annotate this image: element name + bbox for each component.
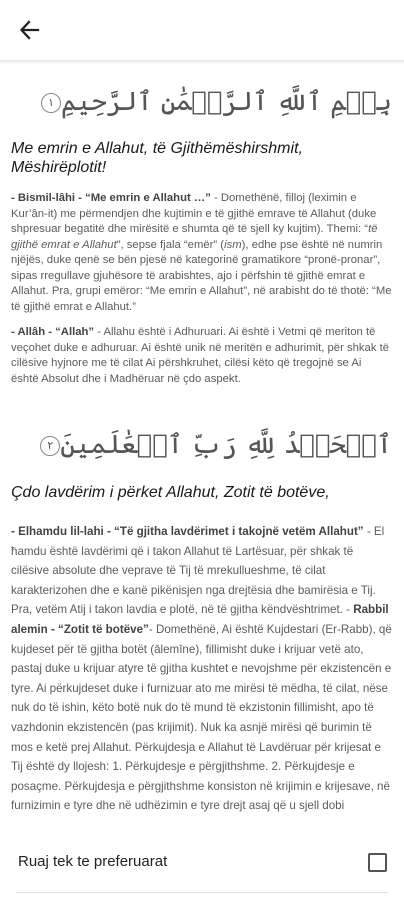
explanation-text: - Allahu është i Adhuruari. Ai është i Vetmi që meriton të veçohet duke e adhuruar. Ai është unik në meritën e adhurimit, për shkak të cilësive hyjnore me të cilat Ai përshkruhet, cilësi këto që tregojnë se Ai është Absolut dhe i Madhëruar në çdo aspekt. [11,326,390,385]
verse-translation: Çdo lavdërim i përket Allahut, Zotit të botëve, [11,484,330,501]
verse-explanation [11,522,392,816]
explanation-text: - El ħamdu është lavdërimi që i takon Allahut të Lartësuar, për shkak të cilësive absolute dhe veprave të Tij të mrekullueshme, të cilat karakterizohen dhe e kanë pikënisjen nga drejtësia dhe bamirësia e Tij. Pra, vetëm Atij i takon lavdia e plotë, në të gjitha këndvështrimet. - [11,525,385,617]
arabic-verse-text: بِسۡمِ ٱللَّهِ ٱلرَّحۡمَٰنِ ٱلرَّحِيمِ [61,87,392,117]
arabic-verse [11,82,392,122]
footer-divider [16,892,388,893]
favorites-bar [0,828,404,900]
tafsir-scroll-view[interactable] [0,64,404,828]
verse-explanation [11,191,392,315]
explanation-text: - Allâh - “Allah” [11,326,98,338]
explanation-text: - Domethënë, Ai është Kujdestari (Er-Rabb), që kujdeset për të gjitha botët (ālemīne), fillimisht duke i krijuar vetë ato, pastaj duke u krijuar atyre të gjitha kushtet e nevojshme për ekzistencën e tyre. Ai përkujdeset duke i furnizuar ato me mirësi të mëdha, të cilat, nëse nuk do të ishin, këto botë nuk do të mund të ekzistonin fillimisht, apo të vazhdonin ekzistencën (pas krijimit). Nuk ka asnjë mirësi që burimin të mos e ketë prej Allahut. Përkujdesja e Allahut të Lavdëruar për krijesat e Tij është dy llojesh: 1. Përkujdesje e përgjithshme. 2. Përkujdesje e posaçme. Përkujdesja e përgjithshme konsiston në krijimin e krijesave, në furnizimin e tyre dhe në udhëzimin e tyre drejt asaj që u sjell dobi [11,622,392,813]
back-button[interactable] [14,14,46,46]
ayah-number-badge: ١ [41,93,61,113]
explanation-text: - Bismil-lâhi - “Me emrin e Allahut …” [11,192,214,204]
verse-explanation [11,325,392,387]
favorite-checkbox[interactable] [368,853,387,872]
arabic-verse [11,425,392,465]
save-to-favorites-label: Ruaj tek te preferuarat [18,853,168,870]
arrow-left-icon [14,14,46,46]
explanation-text: të gjithë emrat e Allahut [11,223,378,251]
explanation-text: ), edhe pse është në numrin njëjës, duke qenë se bën pjesë në kategorinë gramatikore “pronë-pronar”, sipas rregullave gjuhësore të arabishtes, ajo i përfshin të gjithë emrat e Allahut. Pra, grupi emëror: “Me emrin e Allahut”, në arabisht do të thotë: “Me të gjithë emrat e Allahut.” [11,238,392,313]
explanation-text: ”, sepse fjala “emër” ( [116,238,225,251]
app-bar [0,0,404,60]
explanation-text: - Elhamdu lil-lahi - “Të gjitha lavdërimet i takojnë vetëm Allahut” [11,525,367,538]
ayah-number-badge: ٢ [40,436,60,456]
arabic-verse-text: ٱلۡحَمۡدُ لِلَّهِ رَبِّ ٱلۡعَٰلَمِينَ [60,430,392,460]
explanation-text: ism [224,238,242,251]
verse-translation: Me emrin e Allahut, të Gjithëmëshirshmit, Mëshirëplotit! [11,140,303,176]
explanation-text: - Domethënë, filloj (leximin e Kur’ân-it) me përmendjen dhe kujtimin e të gjithë emrave të Allahut (duke shpresuar begatitë dhe mirësitë e shumta që të sjell ky kujtim). Themi: “ [11,192,377,235]
explanation-text: Rabbil alemin - “Zotit të botëve” [11,603,389,636]
